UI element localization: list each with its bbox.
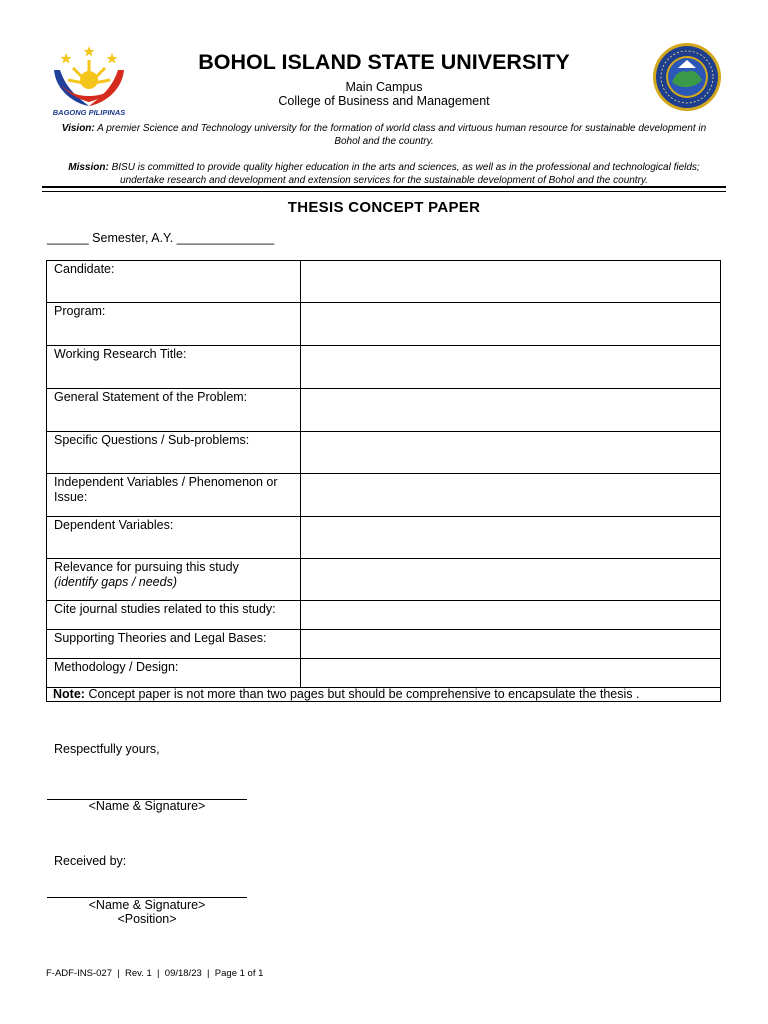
form-row-label: [47, 389, 301, 432]
form-row-input-cell[interactable]: [301, 630, 721, 659]
form-row-label: [47, 517, 301, 559]
concept-paper-form: [46, 260, 721, 702]
form-row-label: [47, 630, 301, 659]
semester-ay-line: ______ Semester, A.Y. ______________: [47, 231, 275, 245]
header-divider: [42, 186, 726, 188]
vision-text: A premier Science and Technology university for the formation of world class and virtuous human resource for sustainable development in Bohol and the country.: [97, 123, 707, 147]
form-row: [47, 432, 721, 474]
form-row-input-cell[interactable]: [301, 659, 721, 688]
form-row-label-text: Cite journal studies related to this study:: [54, 602, 276, 616]
form-row-input-cell[interactable]: [301, 559, 721, 601]
form-row-label: [47, 559, 301, 601]
form-row-label-text: Supporting Theories and Legal Bases:: [54, 631, 267, 645]
form-row-label-text: Working Research Title:: [54, 347, 187, 361]
receiver-position-label: <Position>: [117, 912, 177, 926]
form-row-label-text: Methodology / Design:: [54, 660, 179, 674]
form-row-label: [47, 432, 301, 474]
bagong-pilipinas-caption: BAGONG PILIPINAS: [52, 108, 126, 117]
form-row: [47, 303, 721, 346]
form-row: [47, 261, 721, 303]
form-row: [47, 474, 721, 517]
mission-text: BISU is committed to provide quality higher education in the arts and sciences, as well as in the professional and technological fields; undertake research and development and extension services for the sustainable development of Bohol and the country.: [111, 162, 700, 186]
note-text: Concept paper is not more than two pages but should be comprehensive to encapsulate the thesis .: [88, 687, 640, 701]
form-row-input-cell[interactable]: [301, 432, 721, 474]
form-row-label: [47, 474, 301, 517]
campus-name: Main Campus: [345, 80, 423, 94]
form-row-input-cell[interactable]: [301, 346, 721, 389]
form-row: [47, 601, 721, 630]
form-row: [47, 346, 721, 389]
university-name: BOHOL ISLAND STATE UNIVERSITY: [198, 50, 570, 74]
form-row-input-cell[interactable]: [301, 389, 721, 432]
form-row: [47, 389, 721, 432]
form-row-label: [47, 261, 301, 303]
form-row-input-cell[interactable]: [301, 517, 721, 559]
header-divider-thin: [42, 191, 726, 192]
note-label: Note:: [53, 687, 85, 701]
receiver-name-signature-label: <Name & Signature>: [88, 898, 206, 912]
form-row-label: [47, 659, 301, 688]
name-signature-label: <Name & Signature>: [88, 799, 206, 813]
form-row-input-cell[interactable]: [301, 601, 721, 630]
form-row-label: [47, 601, 301, 630]
form-row-label-text: Independent Variables / Phenomenon or Issue:: [54, 475, 278, 504]
form-row-label-subtext: (identify gaps / needs): [54, 574, 177, 589]
form-row-label: [47, 303, 301, 346]
form-row-label-text: Candidate:: [54, 262, 115, 276]
form-row-label-text: Specific Questions / Sub-problems:: [54, 433, 250, 447]
form-row-label-text: General Statement of the Problem:: [54, 390, 248, 404]
form-row-input-cell[interactable]: [301, 261, 721, 303]
form-row-label-text: Dependent Variables:: [54, 518, 174, 532]
form-row: [47, 659, 721, 688]
form-note-row: [47, 688, 721, 702]
form-row-input-cell[interactable]: [301, 303, 721, 346]
received-by-label: Received by:: [54, 854, 127, 868]
mission-label: Mission:: [68, 162, 109, 173]
document-footer: F-ADF-INS-027 | Rev. 1 | 09/18/23 | Page 1 of 1: [46, 968, 264, 979]
form-row-label-text: Program:: [54, 304, 106, 318]
mission-statement: [50, 161, 718, 187]
vision-label: Vision:: [61, 123, 95, 134]
form-row: [47, 630, 721, 659]
form-note-cell: [47, 688, 721, 702]
respectfully-yours-label: Respectfully yours,: [54, 742, 160, 756]
vision-statement: [50, 122, 718, 148]
form-row: [47, 559, 721, 601]
form-row-input-cell[interactable]: [301, 474, 721, 517]
form-row-label: [47, 346, 301, 389]
form-row-label-text: Relevance for pursuing this study: [54, 560, 239, 574]
form-row: [47, 517, 721, 559]
college-name: College of Business and Management: [278, 94, 490, 108]
document-title: THESIS CONCEPT PAPER: [287, 199, 481, 216]
